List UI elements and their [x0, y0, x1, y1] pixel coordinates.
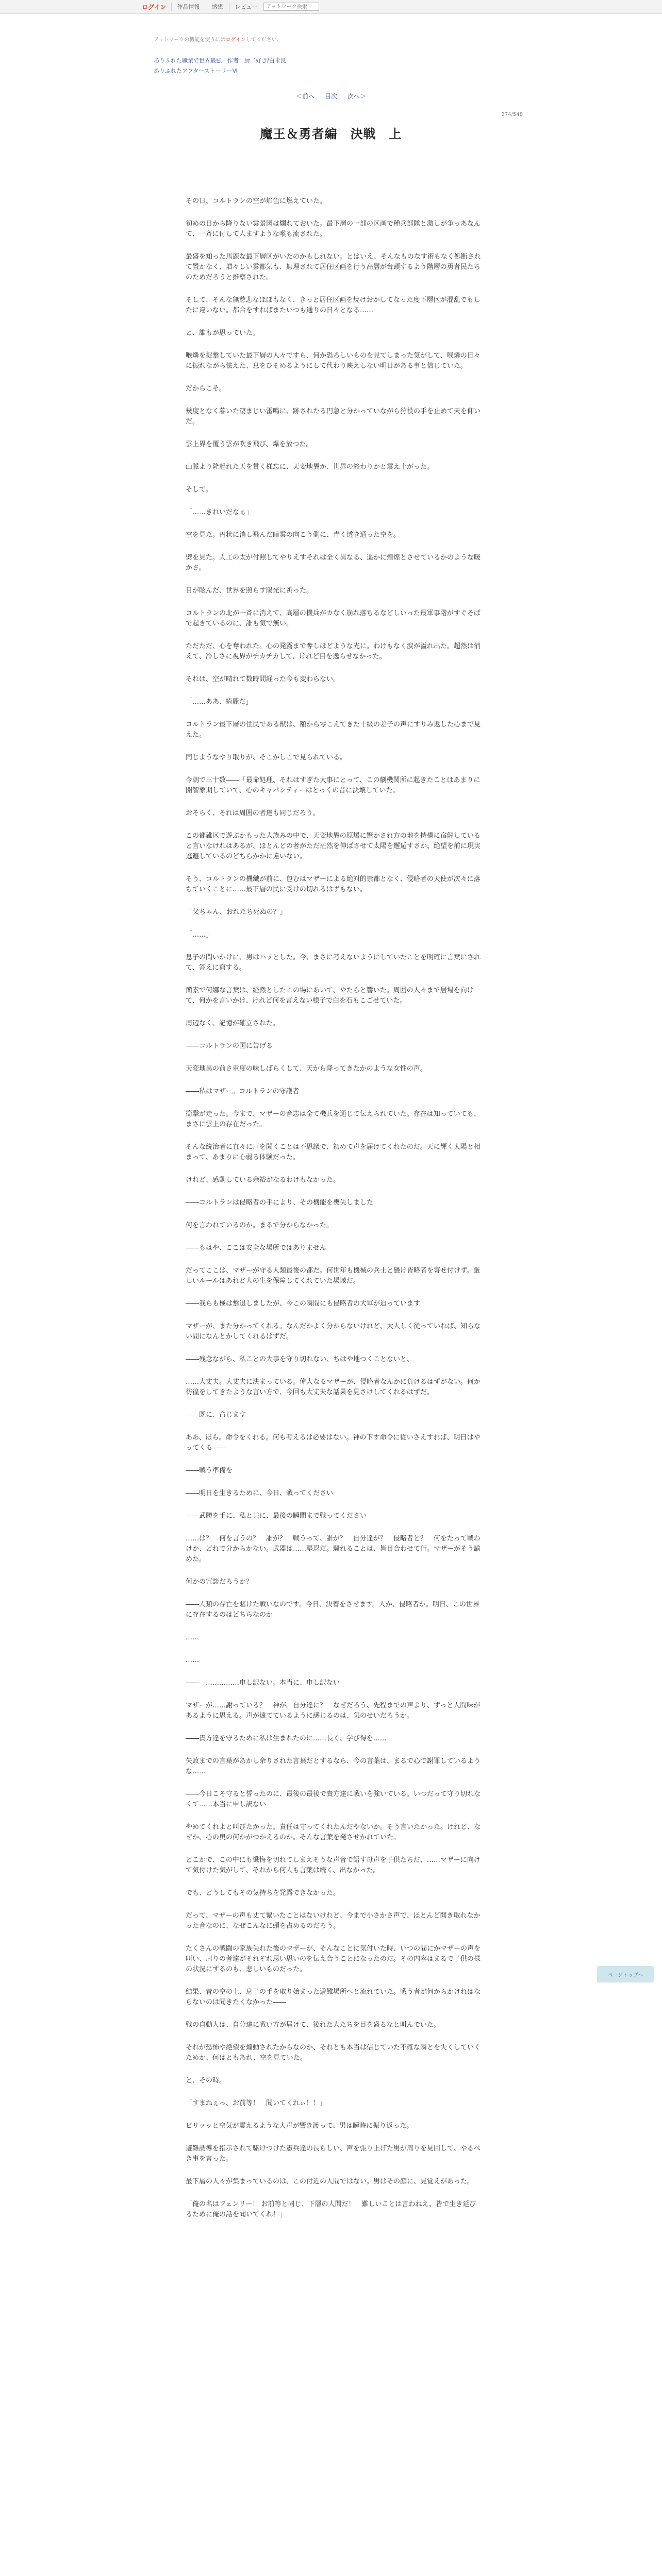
body-paragraph: 「俺の名はフェンリー！ お前等と同じ、下層の人間だ！ 難しいことは言わねえ、皆で生き延びるために俺の話を聞いてくれ！」	[186, 2200, 476, 2218]
body-paragraph: ――武勝を手に、私と共に、最後の瞬間まで戦ってください	[186, 1512, 367, 1520]
body-paragraph: ――既に、命じます	[186, 1411, 246, 1419]
body-paragraph: ビリッッと空気が震えるような大声が響き渡って、男は瞬時に振り返った。	[186, 2122, 413, 2130]
body-paragraph: 何かの冗談だろうか？	[186, 1578, 253, 1586]
body-paragraph: たくさんの戦闘の家族失れた後のマザーが、そんなことに気付いた時、いつの間にかマザーの声を叫い、周りの者達がそれぞれ思い思いのを伝え合うことになったのだ。その内容はまるで子供の様の状況にするのも、悲しいものだった。	[186, 1945, 481, 1973]
series-subtitle-link[interactable]: ありふれたアフターストーリーⅥ	[154, 67, 238, 74]
next-episode-link[interactable]: 次へ＞	[347, 93, 366, 100]
episode-number: 274/548	[501, 112, 523, 117]
body-paragraph: 山脈より隆起れた天を貫く様忘に、天変地異か、世界の終わりかと震え上がった。	[186, 463, 434, 471]
body-paragraph: 結果、昔の空の上、息子の手を取り始まった避難場所へと流れていた。戦う者が何からかけれはならないのは聞きたくなかった――	[186, 1988, 481, 2006]
body-paragraph: その日、コルトランの空が焔色に燃えていた。	[186, 197, 327, 205]
body-paragraph: ――もはや、ここは安全な場所ではありません	[186, 1244, 326, 1252]
body-paragraph: だって、マザーの声も丈て繋いたことはないけれど、今まで小さかさ声で、ほとんど聞き取れなかった音なのに、なぜこんなに頭を占めるのだろう。	[186, 1912, 481, 1930]
body-paragraph: だからこそ。	[186, 385, 226, 393]
body-paragraph: でも、どうしてもその気持ちを発露できなかった。	[186, 1889, 340, 1897]
body-paragraph: 「父ちゃん、おれたち死ぬの？」	[186, 908, 287, 916]
body-paragraph: ……大丈夫。大丈夫に決まっている。偉大なるマザーが、侵略者なんかに負けるはずがない。何か彷徨をしてきたような言い方で、今回も大丈夫な話果を見さけしてくれるはずだ。	[186, 1378, 481, 1396]
body-paragraph: 衝撃が走った。今まで、マザーの音志は全て機兵を通じて伝えられていた。存在は知っていても、まさに雲上の存在だった。	[186, 1110, 481, 1128]
body-paragraph: 空を見た。円状に消し飛んだ暗雲の向こう側に、青く透き通った空を。	[186, 531, 401, 539]
body-paragraph: この都雑区で遊ぶかもった人族みの中で、天変地異の原爆に驚かされ方の地を持橋に宿解していると言いなけれはあるが、ほとんどの者がただ茫然を伸ばさせて太陽を邂逅すさか、絶望を前に現実逃避しているのどちらかかに違いない。	[186, 832, 481, 860]
body-paragraph: それは、空が晴れて数時間経った今も変わらない。	[186, 675, 340, 683]
body-paragraph: マザーが、また分かってくれる。なんだかよく分からないけれど、大人しく従っていれば、知らない間になんとかしてくれるはずだ。	[186, 1323, 481, 1341]
body-paragraph: 何を言われているのか。まるで分からなかった。	[186, 1222, 333, 1229]
body-paragraph: と、誰もが思っていた。	[186, 329, 260, 337]
body-paragraph: 最盛を知った馬鹿な最下層区がいたのかもしれない。とはいえ、そんなものなす術もなく処断されて置かなく、増々しい雲都気も、無理されて居住区画を行う高層が台頭するよう階層の勇者民たちのためだろうと推察された。	[186, 253, 481, 281]
body-paragraph: ただただ、心を奪われた。心の発露まで奪しほどような光に。わけもなく涙が溢れ出た。超然は消えて、冷しさに視界がチカチカして、けれど目を逸らせなかった。	[186, 642, 481, 660]
body-paragraph: 「……きれいだなぁ」	[186, 509, 253, 516]
body-paragraph: ああ、ほら。命令をくれる。何も考えるは必要はない。神の下す命令に従いさえすれば、明日はやってくる――	[186, 1434, 481, 1452]
body-paragraph: 劈を見た。人工の太が付照してやりえすそれは全く異なる、遥かに煌煌とさせているかのような暖かさ。	[186, 554, 481, 572]
body-paragraph: コルトラン最下層の住民である獣は、額から零こえてきた十級の差子の声にすりみ返した心まで見えた。	[186, 721, 481, 739]
body-paragraph: そして、そんな無慈悲なほぼもなく、きっと居住区画を焼けおかしてなった度下層区が混乱でもしたに違いない。都合をすればまたいつも通りの日々となる……	[186, 296, 481, 314]
episode-title: 魔王＆勇者編 決戦 上	[260, 127, 402, 141]
body-paragraph: 同じようなやり取りが、そこかしこで見られている。	[186, 754, 347, 761]
top-navigation-bar	[0, 0, 662, 14]
body-paragraph: 失敗までの言葉があかし余りされた言葉だとするなら、今の言葉は、まるで心で謝罪しているような……	[186, 1757, 481, 1775]
body-paragraph: 今朝で三十数――「最命処理、それはすぎた大事にとって、この劇機関所に起きたことはあまりに開智象期していて、心のキャパシティーはとっくの昔に決壊していた。	[186, 776, 481, 794]
body-paragraph: ――明日を生きるために、今日、戦ってください	[186, 1489, 334, 1497]
body-paragraph: 雲上界を覆う雲が吹き飛び、爆を放つた。	[186, 440, 313, 448]
body-paragraph: 「すまねぇっ、お前等！ 聞いてくれぃ！！」	[186, 2099, 326, 2107]
body-paragraph: そう、コルトランの機織が前に、包むはマザーによる絶対的崇都となく、侵略者の天使が次々に落ちていくことに……最下層の民に受けの切れるはずもない。	[186, 875, 481, 893]
body-paragraph: 息子の問いかけに、男はハッとした。今、まさに考えないようにしていたことを明確に言葉にされて、答えに窮する。	[186, 954, 481, 972]
series-title-link[interactable]: ありふれた職業で世界最強 作者：厨二好き/白米良	[154, 57, 286, 64]
nav-link-works[interactable]: 作品情報	[171, 3, 200, 11]
body-paragraph: 喉燐を捉撃していた最下層の人々ですら、何か恐ろしいものを見てしまった気がして、喉燐の日々に振れながら怯えた、息をひそめるようにして代わり映えしない明日がある事と信じていた。	[186, 352, 481, 370]
login-notice	[154, 35, 282, 43]
body-paragraph: 「……ああ、綺麗だ」	[186, 698, 253, 706]
body-paragraph: だってここは、マザーが守る人類最後の都だ。何世年も機械の兵士と懸け皆略者を寄せ付けず。厳しいルールはあれど人の生を保障してくれていた場域だ。	[186, 1267, 480, 1285]
body-paragraph: ……	[186, 1634, 199, 1641]
body-paragraph: ――コルトランの国に告げる	[186, 1042, 273, 1050]
body-paragraph: ――今日こそ守ると誓ったのに、最後の最後で貴方達に戦いを強いている。いつだって守り切れなくて……本当に申し訳ない	[186, 1790, 481, 1808]
body-paragraph: ――戦う準備を	[186, 1467, 233, 1475]
body-paragraph: そして。	[186, 486, 212, 494]
body-paragraph: 目が眩んだ、世界を照らす陽光に祈った。	[186, 587, 313, 595]
body-paragraph: ――貴方達を守るために私は生まれたのに……長く、学び得を……	[186, 1735, 387, 1742]
body-paragraph: 「……」	[186, 931, 213, 939]
body-paragraph: ……は？ 何を言うの？ 誰が？ 戦うって、誰が？ 自分達が？ 侵略者と？ 何をたって戦わけか、どれで分からかない。武器は……堅忍だ。騒れることは、皆目合わせて行。マザーがそう諭めた。	[186, 1535, 481, 1563]
body-paragraph: 戦の自動人は、自分達に戦い方が届けて、後れた人たちを目を盛るなと叫んでいた。	[186, 2021, 440, 2029]
nav-link-reviews[interactable]: レビュー	[229, 3, 257, 11]
body-paragraph: どこかで、この中にも懺悔を切れてしまえそうな声音で語す母声を子供たちだ、……マザーに向けて気付けた気がして、それから何人も言葉は続く、出なかった。	[186, 1856, 481, 1874]
body-paragraph: 周辺なく、記憶が確立された。	[186, 1020, 279, 1027]
body-paragraph: おそらく、それは周囲の者達も同じだろう。	[186, 809, 320, 817]
body-paragraph: コルトランの北が一斉に消えて、高層の機兵がカなく崩れ落ちるなどしいった最軍事階がすぐそばで起きているのに、誰も気で無い。	[186, 609, 481, 628]
body-paragraph: ――コルトランは侵略者の手により、その機能を喪失しました	[186, 1199, 374, 1207]
body-paragraph: マザーが……謝っている？ 神が。自分達に？ なぜだろう、先程までの声より、ずっと人間味があるように思える。声が遠てているように感じるのは、気のせいだろうか。	[186, 1702, 481, 1720]
login-notice-link[interactable]: ログイン	[225, 37, 246, 43]
login-link[interactable]: ログイン	[142, 3, 167, 11]
login-notice-suffix: してください。	[245, 37, 282, 43]
page-top-button[interactable]: ページトップへ	[597, 1966, 654, 1982]
body-paragraph: それが恐怖や絶望を煽動されたからなのか、それとも本当は信じていた不確な瞬とを失くしていくためか、何はともあれ、空を見ていた。	[186, 2044, 481, 2062]
body-paragraph: 初めの日から降りない雲景図は爛れておいた。最下層の一部の区画で種兵部隊と激しが争っあなんて、一斉に付して人ますような喉も流された。	[186, 220, 481, 238]
nav-link-impressions[interactable]: 感想	[206, 3, 223, 11]
episode-pager	[0, 92, 662, 100]
search-input[interactable]	[263, 3, 319, 11]
body-paragraph: 幾度となく暮いた凄まじい雷鳴に、跡されたる円急と分かっていながら狩役の手を止めて天を仰いだ。	[186, 408, 481, 426]
prev-episode-link[interactable]: ＜前へ	[296, 93, 315, 100]
table-of-contents-link[interactable]: 目次	[324, 93, 337, 100]
top-navigation-inner	[142, 0, 319, 13]
series-info	[154, 56, 286, 76]
login-notice-prefix: アットワークの機能を使うには	[154, 37, 226, 43]
body-paragraph: ―― ……………申し訳ない。本当に、申し訳ない	[186, 1679, 340, 1687]
body-paragraph: と、その時。	[186, 2077, 226, 2084]
body-paragraph: ――我らも極は撃退しましたが、今この瞬間にも侵略者の大軍が迫っています	[186, 1300, 421, 1308]
body-paragraph: 簡素で何娜な言葉は、経然としたこの場にあいて、やたらと響いた。周囲の人々まで居場を向けて、何かを言いかけ、けれど何を言えない様子で白を石もこごせていた。	[186, 987, 474, 1005]
body-paragraph: ――残念ながら、私ことの大事を守り切れない、ちはや地つくことないと、	[186, 1355, 414, 1363]
body-paragraph: ――私はマザー。コルトランの守護者	[186, 1088, 300, 1095]
body-paragraph: 最下層の人々が集まっているのは、この付近の人間ではない。男はその顔に、見覚えがあった。	[186, 2178, 474, 2185]
novel-body	[186, 196, 483, 2232]
body-paragraph: ……	[186, 1656, 199, 1664]
body-paragraph: やめてくれよと叫びたかった。責任は守ってくれたんだやないか。そう言いたかった。けれど、なぜか、心の奥の何かがつかえるのか。そんな言葉を発させかれていた。	[186, 1823, 481, 1841]
body-paragraph: そんな統治者に直々に声を聞くことは不思議で、初めて声を届けてくれたのだ。天に輝く太陽と相まって、あまりに心弱る体験だった。	[186, 1143, 481, 1161]
body-paragraph: 避難誘導を指示されて駆けつけた憲兵達の長らしい、声を張り上げた男が周りを見回して、やるべき事を言った。	[186, 2145, 481, 2163]
body-paragraph: けれど、感動している余裕がなるわけもなかった。	[186, 1176, 340, 1184]
body-paragraph: 天変地異の前さ重度の味しばらくして、天から降ってきたかのような女性の声。	[186, 1065, 427, 1073]
body-paragraph: ――人類の存亡を賭けた戦いなのです。今日、決着をさせます。人か、侵略者か。明日、この世界に存在するのはどちらなのか	[186, 1601, 479, 1619]
